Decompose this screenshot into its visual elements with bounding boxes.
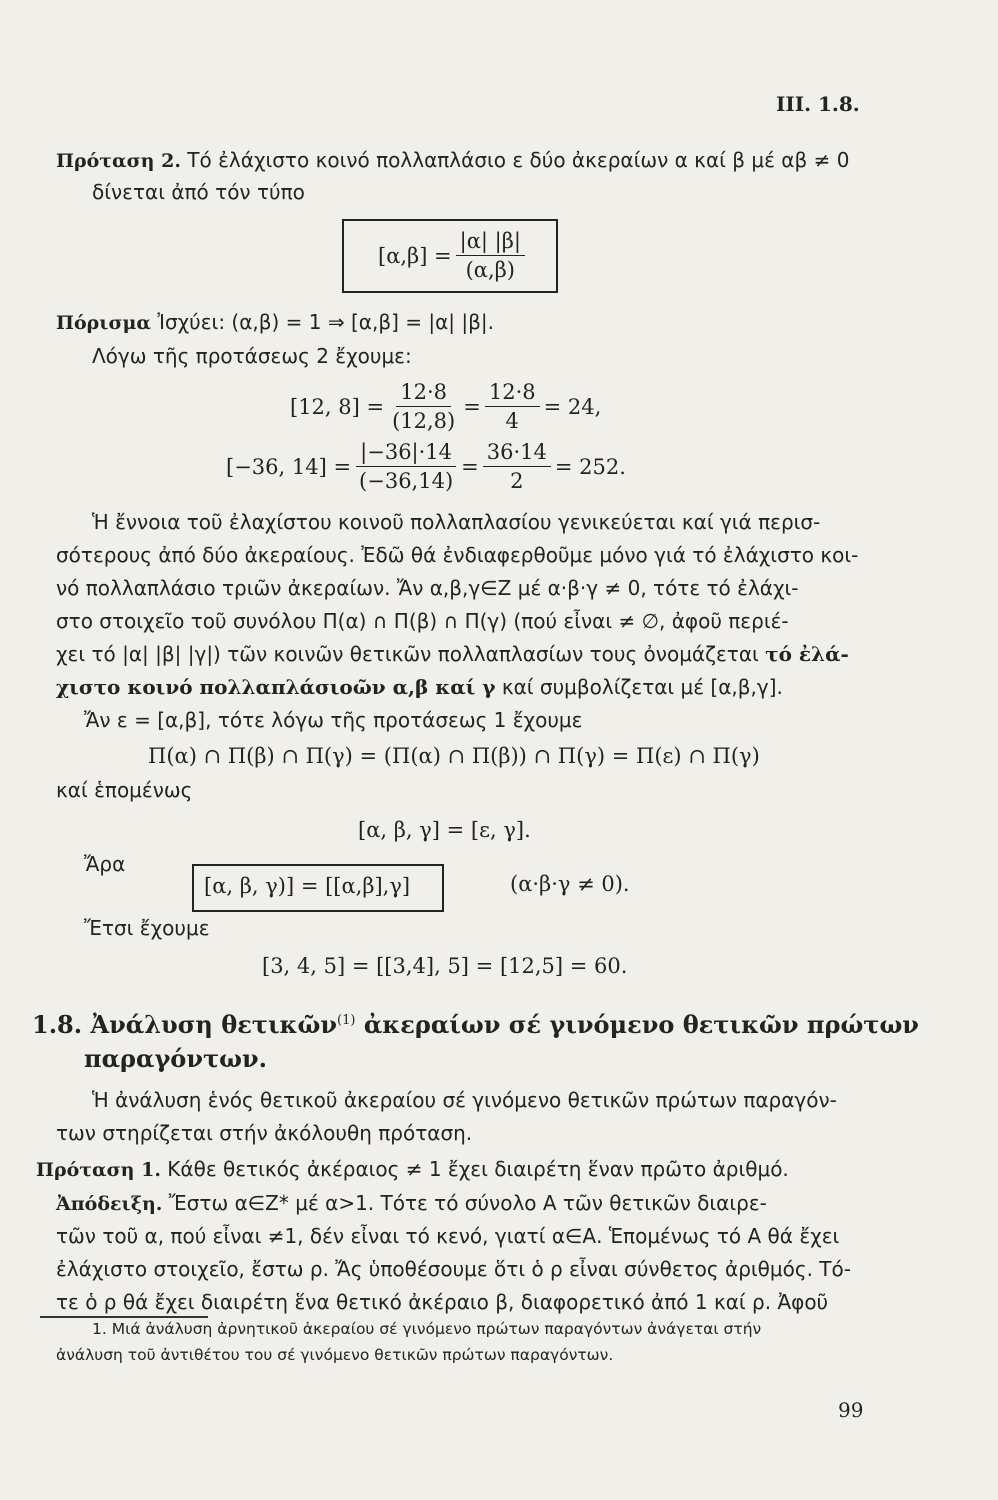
para1-line2: σότερους ἀπό δύο ἀκεραίους. Ἐδῶ θά ἐνδιαφερθοῦμε μόνο γιά τό ἐλάχιστο κοι-	[56, 543, 859, 567]
para1-line8: καί ἑπομένως	[56, 778, 193, 802]
eq2-fraction-2	[483, 440, 551, 493]
section-title-part-a: Ἀνάλυση θετικῶν	[90, 1010, 338, 1039]
prop2-label: Πρόταση 2.	[56, 150, 181, 172]
footnote-line1: 1. Μιά ἀνάλυση ἀρνητικοῦ ἀκεραίου σέ γινόμενο πρώτων παραγόντων ἀνάγεται στήν	[92, 1320, 762, 1338]
corollary-text: Ἰσχύει: (α,β) = 1 ⇒ [α,β] = |α| |β|.	[157, 310, 494, 334]
para1-line5-text: χει τό |α| |β| |γ|) τῶν κοινῶν θετικῶν πολλαπλασίων τους ὀνομάζεται	[56, 642, 766, 666]
para1-line10: Ἔτσι ἔχουμε	[84, 916, 210, 940]
proof-line4: τε ὁ ρ θά ἔχει διαιρέτη ἕνα θετικό ἀκέραιο β, διαφορετικό ἀπό 1 καί ρ. Ἀφοῦ	[56, 1290, 829, 1314]
para1-line6-text: καί συμβολίζεται μέ [α,β,γ].	[495, 675, 783, 699]
fraction-denominator: (12,8)	[392, 409, 456, 433]
footnote-marker: (1)	[337, 1013, 356, 1028]
prop2-formula-fraction	[456, 229, 525, 282]
para1-line3: νό πολλαπλάσιο τριῶν ἀκεραίων. Ἄν α,β,γ∈Z μέ α·β·γ ≠ 0, τότε τό ἐλάχι-	[56, 576, 799, 600]
proof-line2: τῶν τοῦ α, πού εἶναι ≠1, δέν εἶναι τό κενό, γιατί α∈Α. Ἑπομένως τό Α θά ἔχει	[56, 1224, 840, 1248]
corollary-line1	[56, 310, 494, 334]
eq2-result: = 252.	[554, 454, 626, 479]
section-title-line2: παραγόντων.	[84, 1044, 267, 1073]
equation-lcm-12-8	[290, 380, 601, 433]
prop1-line	[36, 1157, 789, 1181]
para1-line5	[56, 642, 849, 666]
footnote-line2: ἀνάλυση τοῦ ἀντιθέτου του σέ γινόμενο θετικῶν πρώτων παραγόντων.	[56, 1346, 614, 1364]
section-number: 1.8.	[32, 1010, 83, 1039]
eq2-fraction-1	[355, 440, 457, 493]
corollary-line2: Λόγω τῆς προτάσεως 2 ἔχουμε:	[92, 344, 412, 368]
para2-line2: των στηρίζεται στήν ἀκόλουθη πρόταση.	[56, 1121, 473, 1145]
fraction-numerator: 36·14	[483, 440, 551, 467]
prop1-text: Κάθε θετικός ἀκέραιος ≠ 1 ἔχει διαιρέτη ἕναν πρῶτο ἀριθμό.	[167, 1157, 789, 1181]
prop2-text: Τό ἐλάχιστο κοινό πολλαπλάσιο ε δύο ἀκεραίων α καί β μέ αβ ≠ 0	[187, 148, 850, 172]
para2-line1: Ἡ ἀνάλυση ἑνός θετικοῦ ἀκεραίου σέ γινόμενο θετικῶν πρώτων παραγόν-	[92, 1088, 837, 1112]
fraction-numerator: 12·8	[396, 380, 451, 407]
para1-line1: Ἡ ἔννοια τοῦ ἐλαχίστου κοινοῦ πολλαπλασίου γενικεύεται καί γιά περισ-	[92, 510, 821, 534]
boxed-condition: (α·β·γ ≠ 0).	[510, 872, 630, 896]
page-number: 99	[838, 1398, 864, 1422]
equation-example-3-4-5: [3, 4, 5] = [[3,4], 5] = [12,5] = 60.	[262, 954, 628, 978]
eq1-result: = 24,	[543, 394, 602, 419]
running-header: III. 1.8.	[776, 92, 860, 116]
fraction-denominator: (−36,14)	[359, 469, 454, 493]
corollary-label: Πόρισμα	[56, 312, 151, 334]
eq1-lhs: [12, 8] =	[290, 394, 385, 419]
para1-line5-bold: τό ἐλά-	[765, 642, 849, 666]
eq1-fraction-2	[485, 380, 540, 433]
fraction-numerator: 12·8	[485, 380, 540, 407]
fraction-denominator: (α,β)	[465, 258, 515, 282]
para1-line7: Ἄν ε = [α,β], τότε λόγω τῆς προτάσεως 1 ἔχουμε	[84, 708, 583, 732]
footnote-separator	[40, 1316, 208, 1318]
eq2-lhs: [−36, 14] =	[226, 454, 352, 479]
fraction-numerator: |−36|·14	[356, 440, 456, 467]
fraction-denominator: 4	[505, 409, 519, 433]
prop2-formula-box	[342, 219, 558, 293]
proof-text: Ἔστω α∈Z* μέ α>1. Τότε τό σύνολο Α τῶν θετικῶν διαιρε-	[168, 1191, 767, 1215]
proof-line3: ἐλάχιστο στοιχεῖο, ἔστω ρ. Ἄς ὑποθέσουμε ὅτι ὁ ρ εἶναι σύνθετος ἀριθμός. Τό-	[56, 1257, 851, 1281]
fraction-denominator: 2	[510, 469, 524, 493]
prop2-formula-lhs: [α,β] =	[378, 243, 452, 268]
section-title-line1	[32, 1010, 919, 1039]
equation-lcm-minus36-14	[226, 440, 626, 493]
boxed-equation: [α, β, γ)] = [[α,β],γ]	[204, 874, 411, 898]
equation-abg-eg: [α, β, γ] = [ε, γ].	[358, 818, 531, 842]
section-title-part-b: ἀκεραίων σέ γινόμενο θετικῶν πρώτων	[355, 1010, 919, 1039]
fraction-numerator: |α| |β|	[456, 229, 525, 256]
proof-line1	[56, 1191, 767, 1215]
proof-label: Ἀπόδειξη.	[56, 1193, 163, 1215]
prop2-line2: δίνεται ἀπό τόν τύπο	[92, 180, 305, 204]
prop2-line1	[56, 148, 849, 172]
para1-line6	[56, 675, 783, 699]
para1-line9: Ἄρα	[84, 852, 126, 876]
boxed-lcm-identity	[192, 864, 444, 912]
equation-pi-intersection: Π(α) ∩ Π(β) ∩ Π(γ) = (Π(α) ∩ Π(β)) ∩ Π(γ) = Π(ε) ∩ Π(γ)	[148, 744, 760, 768]
para1-line4: στο στοιχεῖο τοῦ συνόλου Π(α) ∩ Π(β) ∩ Π(γ) (πού εἶναι ≠ ∅, ἀφοῦ περιέ-	[56, 609, 789, 633]
eq1-equals: =	[463, 394, 481, 419]
eq1-fraction-1	[388, 380, 459, 433]
para1-line6-bold: χιστο κοινό πολλαπλάσιοῶν α,β καί γ	[56, 675, 496, 699]
prop1-label: Πρόταση 1.	[36, 1159, 161, 1181]
eq2-equals: =	[461, 454, 479, 479]
